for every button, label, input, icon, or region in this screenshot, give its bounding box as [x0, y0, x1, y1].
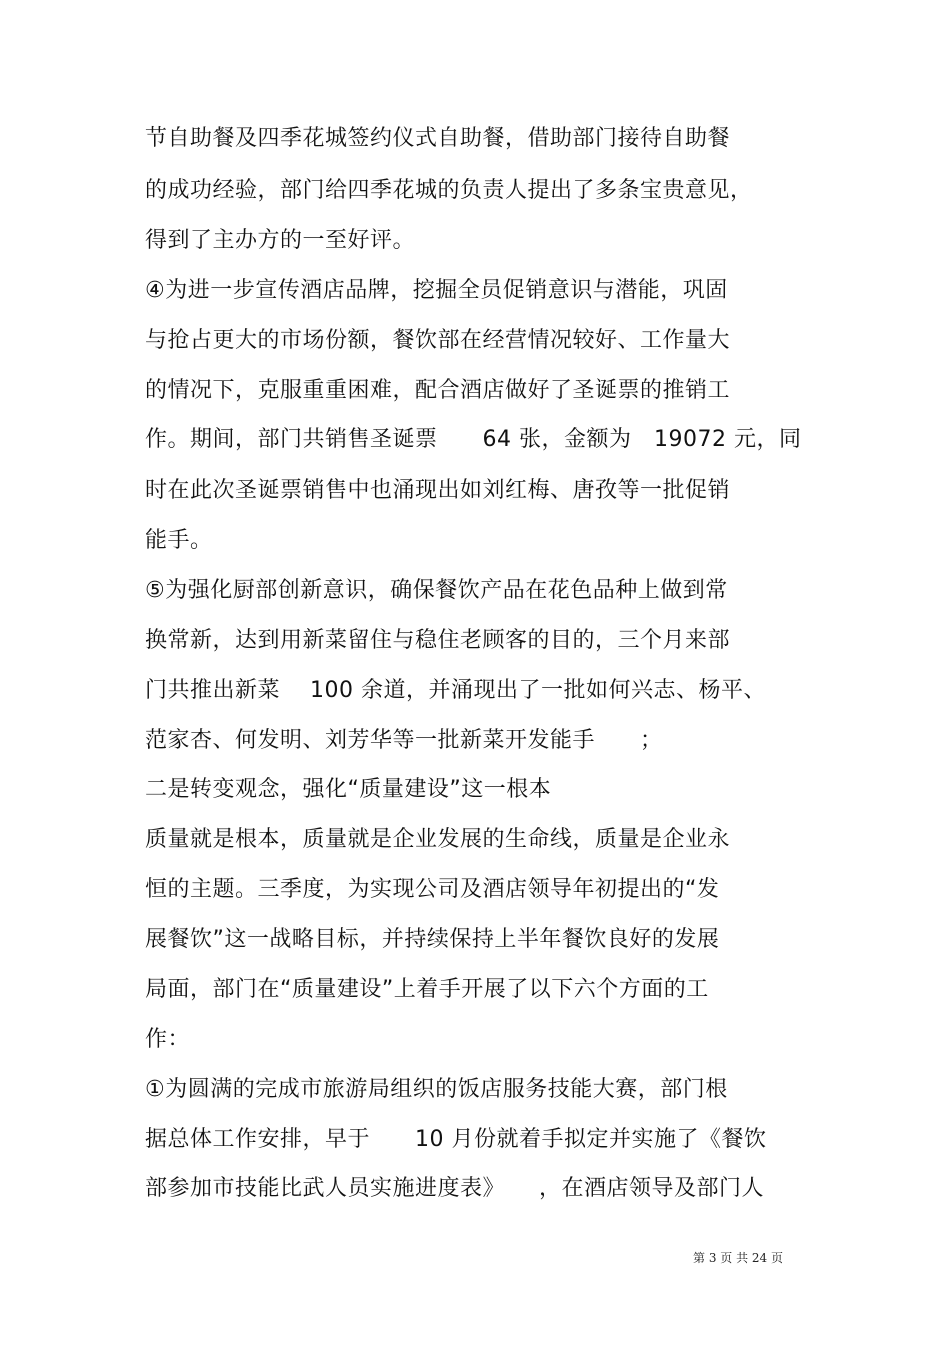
text-line: 能手。 [145, 528, 213, 553]
text-line: 据总体工作安排，早于 10 月份就着手拟定并实施了《餐饮 [145, 1127, 767, 1152]
text-line: 的成功经验，部门给四季花城的负责人提出了多条宝贵意见， [145, 178, 753, 203]
text-line: 作： [145, 1027, 191, 1052]
text-line: ①为圆满的完成市旅游局组织的饭店服务技能大赛，部门根 [145, 1077, 728, 1102]
text-line: 作。期间，部门共销售圣诞票 64 张，金额为 19072 元，同 [145, 427, 802, 452]
text-line: 与抢占更大的市场份额，餐饮部在经营情况较好、工作量大 [145, 328, 731, 353]
text-line: 局面，部门在“质量建设”上着手开展了以下六个方面的工 [145, 977, 709, 1002]
text-line: 节自助餐及四季花城签约仪式自助餐，借助部门接待自助餐 [145, 126, 731, 151]
text-line: 门共推出新菜 100 余道，并涌现出了一批如何兴志、杨平、 [145, 678, 766, 703]
text-line: ④为进一步宣传酒店品牌，挖掘全员促销意识与潜能，巩固 [145, 278, 728, 303]
text-line: 展餐饮”这一战略目标，并持续保持上半年餐饮良好的发展 [145, 927, 720, 952]
text-line: 时在此次圣诞票销售中也涌现出如刘红梅、唐孜等一批促销 [145, 478, 731, 503]
text-line: ⑤为强化厨部创新意识，确保餐饮产品在花色品种上做到常 [145, 578, 728, 603]
text-line: 范家杏、何发明、刘芳华等一批新菜开发能手 ； [145, 728, 663, 753]
text-line: 恒的主题。三季度，为实现公司及酒店领导年初提出的“发 [145, 877, 720, 902]
text-line: 质量就是根本，质量就是企业发展的生命线，质量是企业永 [145, 827, 731, 852]
text-line: 换常新，达到用新菜留住与稳住老顾客的目的，三个月来部 [145, 628, 731, 653]
section-heading: 二是转变观念，强化“质量建设”这一根本 [145, 777, 552, 802]
text-line: 部参加市技能比武人员实施进度表》 ，在酒店领导及部门人 [145, 1176, 765, 1201]
text-line: 得到了主办方的一至好评。 [145, 228, 416, 253]
text-line: 的情况下，克服重重困难，配合酒店做好了圣诞票的推销工 [145, 378, 731, 403]
page-number-footer: 第 3 页 共 24 页 [693, 1251, 783, 1265]
